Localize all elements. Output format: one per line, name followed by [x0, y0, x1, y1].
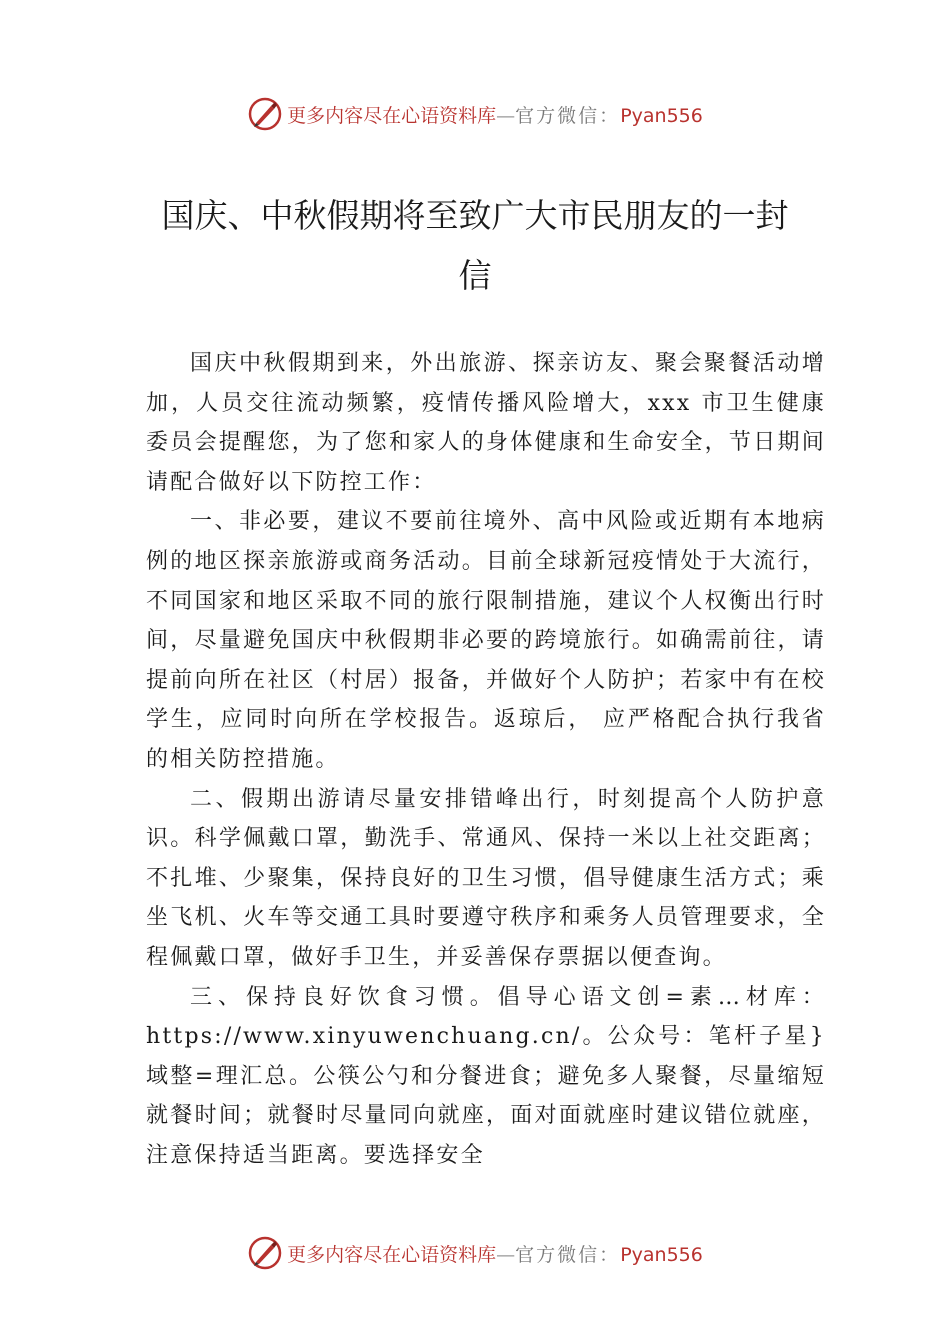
pen-logo-icon: [247, 96, 283, 132]
banner-wechat-label: 官方微信：: [515, 104, 621, 127]
header-banner: [0, 94, 950, 134]
paragraph-item-1: 一、非必要，建议不要前往境外、高中风险或近期有本地病例的地区探亲旅游或商务活动。目前全球新冠疫情处于大流行，不同国家和地区采取不同的旅行限制措施，建议个人权衡出行时间，尽量避免国庆中秋假期非必要的跨境旅行。如确需前往，请提前向所在社区（村居）报备，并做好个人防护；若家中有在校学生，应同时向所在学校报告。返琼后， 应严格配合执行我省的相关防控措施。: [146, 509, 826, 772]
paragraph-item-2: 二、假期出游请尽量安排错峰出行，时刻提高个人防护意识。科学佩戴口罩，勤洗手、常通风、保持一米以上社交距离；不扎堆、少聚集，保持良好的卫生习惯，倡导健康生活方式；乘坐飞机、火车等交通工具时要遵守秩序和乘务人员管理要求，全程佩戴口罩，做好手卫生，并妥善保存票据以便查询。: [146, 786, 826, 970]
footer-banner: [0, 1233, 950, 1273]
paragraph-intro: 国庆中秋假期到来，外出旅游、探亲访友、聚会聚餐活动增加，人员交往流动频繁，疫情传播风险增大，xxx 市卫生健康委员会提醒您，为了您和家人的身体健康和生命安全，节日期间请配合做好以下防控工作：: [146, 351, 826, 495]
banner-wechat-id: Pyan556: [620, 104, 703, 127]
banner-wechat-label: 官方微信：: [515, 1243, 621, 1266]
paragraph-item-3: 三、保持良好饮食习惯。倡导心语文创=素…材库：https://www.xinyuwenchuang.cn/。公众号：笔杆子星}域整=理汇总。公筷公勺和分餐进食；避免多人聚餐，尽量缩短就餐时间；就餐时尽量同向就座，面对面就座时建议错位就座，注意保持适当距离。要选择安全: [146, 984, 826, 1168]
banner-dash: —: [496, 104, 516, 127]
document-title: 国庆、中秋假期将至致广大市民朋友的一封信: [161, 196, 789, 295]
banner-title: 更多内容尽在心语资料库: [287, 1243, 497, 1266]
pen-logo-icon: [247, 1235, 283, 1271]
document-body: [146, 344, 826, 1175]
banner-title: 更多内容尽在心语资料库: [287, 104, 497, 127]
banner-wechat-id: Pyan556: [620, 1243, 703, 1266]
banner-text: [287, 1240, 703, 1267]
banner-dash: —: [496, 1243, 516, 1266]
banner-text: [287, 101, 703, 128]
